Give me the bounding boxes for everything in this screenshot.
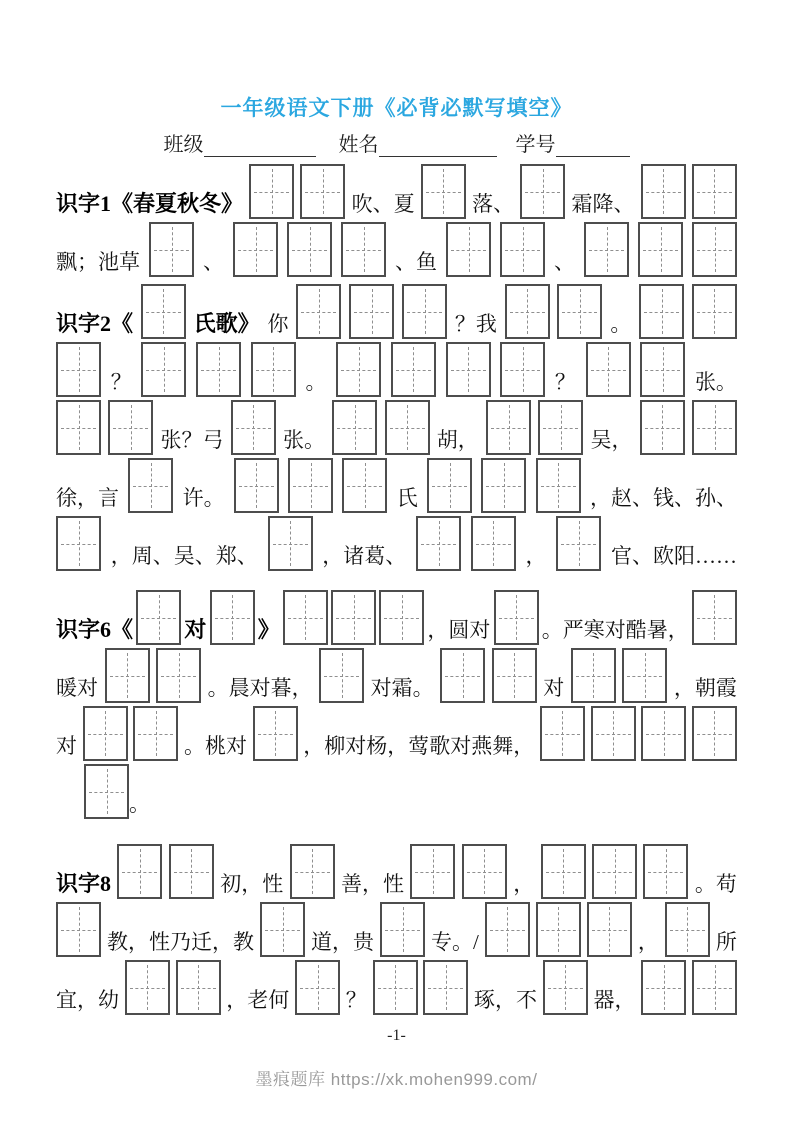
worksheet-line [56, 457, 737, 513]
tianzige-writing-box [586, 342, 631, 397]
tianzige-writing-box [440, 648, 485, 703]
tianzige-writing-box [485, 902, 530, 957]
tianzige-writing-box [571, 648, 616, 703]
worksheet-text: 吹、夏 [351, 192, 415, 217]
tianzige-writing-box [692, 284, 737, 339]
tianzige-writing-box [341, 222, 386, 277]
worksheet-text: 氏 [396, 486, 418, 511]
tianzige-writing-box [319, 648, 364, 703]
worksheet-text: ，柳对杨，莺歌对燕舞， [303, 734, 535, 759]
tianzige-writing-box [349, 284, 394, 339]
tianzige-writing-box [556, 516, 601, 571]
worksheet-line [56, 589, 737, 645]
worksheet-text: 宜，幼 [56, 988, 119, 1013]
class-label: 班级 [163, 134, 204, 157]
tianzige-writing-box [471, 516, 516, 571]
tianzige-writing-box [108, 400, 153, 455]
tianzige-writing-box [410, 844, 455, 899]
tianzige-writing-box [391, 342, 436, 397]
tianzige-writing-box [283, 590, 328, 645]
worksheet-text: 。桃对 [183, 734, 247, 759]
tianzige-writing-box [251, 342, 296, 397]
tianzige-writing-box [128, 458, 173, 513]
tianzige-writing-box [622, 648, 667, 703]
tianzige-writing-box [373, 960, 418, 1015]
tianzige-writing-box [176, 960, 221, 1015]
worksheet-text: 初，性 [220, 872, 284, 897]
tianzige-writing-box [543, 960, 588, 1015]
tianzige-writing-box [500, 222, 545, 277]
section-label: 识字2《 [56, 311, 134, 337]
worksheet-text: 。苟 [694, 872, 737, 897]
worksheet-text: ，周、吴、郑、 [110, 544, 258, 569]
tianzige-writing-box [233, 222, 278, 277]
tianzige-writing-box [587, 902, 632, 957]
tianzige-writing-box [541, 844, 586, 899]
tianzige-writing-box [290, 844, 335, 899]
tianzige-writing-box [385, 400, 430, 455]
tianzige-writing-box [133, 706, 178, 761]
page-number: -1- [387, 1027, 406, 1045]
worksheet-text: ？ [110, 370, 132, 395]
tianzige-writing-box [505, 284, 550, 339]
worksheet-line [56, 399, 737, 455]
worksheet-line [56, 705, 737, 761]
worksheet-line [56, 221, 737, 277]
tianzige-writing-box [253, 706, 298, 761]
worksheet-text: 吴， [590, 428, 633, 453]
tianzige-writing-box [481, 458, 526, 513]
tianzige-writing-box [268, 516, 313, 571]
worksheet-text: 、 [554, 250, 575, 275]
worksheet-text: ？ [345, 988, 367, 1013]
tianzige-writing-box [83, 706, 128, 761]
worksheet-text: 专。/ [431, 930, 479, 955]
tianzige-writing-box [494, 590, 539, 645]
watermark-link[interactable]: 墨痕题库 https://xk.mohen999.com/ [255, 1070, 538, 1089]
tianzige-writing-box [692, 590, 737, 645]
worksheet-text: ， [525, 544, 547, 569]
worksheet-line [56, 647, 737, 703]
worksheet-line [56, 959, 737, 1015]
tianzige-writing-box [591, 706, 636, 761]
worksheet-text: 琢，不 [474, 988, 537, 1013]
section-label: 氏歌》 [193, 311, 260, 337]
worksheet-text: ，老何 [226, 988, 290, 1013]
student-info-line [56, 128, 737, 157]
tianzige-writing-box [692, 400, 737, 455]
worksheet-text: ？我 [454, 312, 497, 337]
tianzige-writing-box [260, 902, 305, 957]
worksheet-line [56, 515, 737, 571]
tianzige-writing-box [56, 400, 101, 455]
tianzige-writing-box [332, 400, 377, 455]
student-id-blank [556, 137, 630, 157]
tianzige-writing-box [643, 844, 688, 899]
section-label: 识字6《 [56, 617, 134, 643]
worksheet-line [56, 163, 737, 219]
worksheet-text: 飘；池草 [56, 250, 140, 275]
tianzige-writing-box [416, 516, 461, 571]
worksheet-line [56, 901, 737, 957]
section-label: 识字1《春夏秋冬》 [56, 191, 244, 217]
tianzige-writing-box [249, 164, 294, 219]
tianzige-writing-box [196, 342, 241, 397]
worksheet-text: 、鱼 [395, 250, 437, 275]
worksheet-text: 。 [610, 312, 632, 337]
tianzige-writing-box [641, 960, 686, 1015]
tianzige-writing-box [231, 400, 276, 455]
tianzige-writing-box [500, 342, 545, 397]
tianzige-writing-box [536, 902, 581, 957]
tianzige-writing-box [210, 590, 255, 645]
section-label: 识字8 [56, 871, 112, 897]
class-blank [204, 137, 316, 157]
tianzige-writing-box [342, 458, 387, 513]
worksheet-text: 、 [203, 250, 224, 275]
tianzige-writing-box [380, 902, 425, 957]
tianzige-writing-box [446, 342, 491, 397]
worksheet-text: 。晨对暮， [207, 676, 313, 701]
worksheet-text: ，圆对 [427, 618, 491, 643]
worksheet-line [56, 341, 737, 397]
worksheet-text: 教，性乃迁，教 [107, 930, 254, 955]
tianzige-writing-box [538, 400, 583, 455]
worksheet-text: 张。 [694, 370, 737, 395]
worksheet-text: ， [637, 930, 659, 955]
worksheet-text: 徐，言 [56, 486, 119, 511]
worksheet-text: 暖对 [56, 676, 98, 701]
tianzige-writing-box [117, 844, 162, 899]
name-label: 姓名 [338, 134, 379, 157]
worksheet-text: 器， [593, 988, 636, 1013]
tianzige-writing-box [402, 284, 447, 339]
tianzige-writing-box [640, 342, 685, 397]
worksheet-text: 。 [129, 792, 150, 817]
tianzige-writing-box [56, 342, 101, 397]
tianzige-writing-box [638, 222, 683, 277]
tianzige-writing-box [692, 960, 737, 1015]
tianzige-writing-box [665, 902, 710, 957]
tianzige-writing-box [125, 960, 170, 1015]
tianzige-writing-box [56, 902, 101, 957]
section-label: 》 [257, 617, 280, 643]
worksheet-text: ，朝霞 [673, 676, 737, 701]
tianzige-writing-box [584, 222, 629, 277]
tianzige-writing-box [639, 284, 684, 339]
tianzige-writing-box [540, 706, 585, 761]
tianzige-writing-box [520, 164, 565, 219]
tianzige-writing-box [486, 400, 531, 455]
worksheet-text: ，赵、钱、孙、 [589, 486, 737, 511]
tianzige-writing-box [287, 222, 332, 277]
tianzige-writing-box [692, 222, 737, 277]
page-title: 一年级语文下册《必背必默写填空》 [220, 97, 573, 120]
tianzige-writing-box [156, 648, 201, 703]
worksheet-text: 。严寒对酷暑， [541, 618, 689, 643]
tianzige-writing-box [141, 342, 186, 397]
tianzige-writing-box [136, 590, 181, 645]
worksheet-text: 。 [305, 370, 327, 395]
worksheet-text: 所 [715, 930, 737, 955]
worksheet-text: 官、欧阳…… [611, 544, 737, 569]
tianzige-writing-box [379, 590, 424, 645]
tianzige-writing-box [492, 648, 537, 703]
tianzige-writing-box [56, 516, 101, 571]
tianzige-writing-box [296, 284, 341, 339]
tianzige-writing-box [462, 844, 507, 899]
tianzige-writing-box [641, 164, 686, 219]
name-blank [379, 137, 497, 157]
worksheet-line [56, 283, 737, 339]
tianzige-writing-box [427, 458, 472, 513]
worksheet-text: 霜降、 [571, 192, 635, 217]
student-id-label: 学号 [515, 134, 556, 157]
worksheet-text: 张？弓 [160, 428, 224, 453]
tianzige-writing-box [640, 400, 685, 455]
tianzige-writing-box [421, 164, 466, 219]
worksheet-text: 落、 [472, 192, 515, 217]
worksheet-text: 胡， [436, 428, 479, 453]
tianzige-writing-box [592, 844, 637, 899]
worksheet-text: 张。 [283, 428, 325, 453]
worksheet-line [84, 763, 737, 819]
worksheet-text: ，诸葛、 [322, 544, 407, 569]
worksheet-text: 善，性 [341, 872, 405, 897]
tianzige-writing-box [84, 764, 129, 819]
tianzige-writing-box [149, 222, 194, 277]
worksheet-text: 对 [543, 676, 565, 701]
tianzige-writing-box [641, 706, 686, 761]
tianzige-writing-box [446, 222, 491, 277]
tianzige-writing-box [536, 458, 581, 513]
tianzige-writing-box [105, 648, 150, 703]
tianzige-writing-box [692, 164, 737, 219]
worksheet-text: 你 [267, 312, 289, 337]
tianzige-writing-box [169, 844, 214, 899]
tianzige-writing-box [336, 342, 381, 397]
tianzige-writing-box [331, 590, 376, 645]
worksheet-text: ， [513, 872, 535, 897]
tianzige-writing-box [557, 284, 602, 339]
tianzige-writing-box [288, 458, 333, 513]
worksheet-body [56, 163, 737, 1015]
worksheet-text: ？ [554, 370, 576, 395]
tianzige-writing-box [692, 706, 737, 761]
section-label: 对 [184, 617, 207, 643]
worksheet-text: 许。 [182, 486, 225, 511]
worksheet-text: 对霜。 [370, 676, 434, 701]
tianzige-writing-box [234, 458, 279, 513]
worksheet-text: 对 [56, 734, 77, 759]
tianzige-writing-box [423, 960, 468, 1015]
tianzige-writing-box [141, 284, 186, 339]
worksheet-text: 道，贵 [311, 930, 374, 955]
tianzige-writing-box [295, 960, 340, 1015]
worksheet-line [56, 843, 737, 899]
tianzige-writing-box [300, 164, 345, 219]
